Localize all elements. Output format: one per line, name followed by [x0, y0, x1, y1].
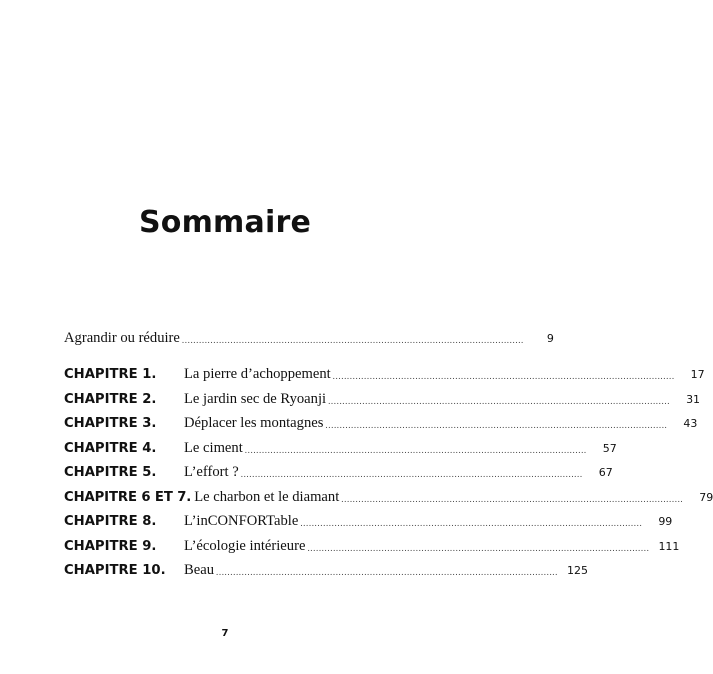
- dot-leader: ........................................................................................................................: [181, 334, 524, 345]
- toc-entry-title: Déplacer les montagnes: [184, 415, 324, 432]
- chapter-label: CHAPITRE 4.: [64, 440, 157, 456]
- toc-page-number: 125: [567, 564, 588, 578]
- toc-entry-title: Beau: [184, 562, 214, 579]
- toc-page-number: 43: [683, 417, 698, 431]
- toc-page-number: 111: [658, 539, 680, 553]
- toc-entry-title: L’effort ?: [184, 464, 239, 481]
- dot-leader: ........................................................................................................................: [244, 444, 587, 455]
- chapter-label: CHAPITRE 8.: [64, 514, 157, 530]
- dot-leader: ........................................................................................................................: [325, 420, 668, 430]
- toc-entry-title: L’écologie intérieure: [184, 537, 306, 554]
- dot-leader: ........................................................................................................................: [328, 395, 671, 406]
- toc-entry-chapter-9[interactable]: [64, 534, 680, 559]
- table-of-contents: [64, 326, 713, 583]
- toc-entry-chapter-5[interactable]: [64, 461, 613, 486]
- chapter-label: CHAPITRE 9.: [64, 538, 157, 554]
- chapter-label: CHAPITRE 6 ET 7.: [64, 489, 192, 505]
- toc-page-number: 31: [686, 392, 701, 406]
- toc-entry-title: Le jardin sec de Ryoanji: [184, 390, 327, 407]
- toc-entry-chapter-10[interactable]: [64, 559, 588, 584]
- toc-entry-intro[interactable]: [64, 326, 554, 351]
- chapter-label: CHAPITRE 1.: [64, 367, 157, 383]
- toc-entry-chapter-3[interactable]: [64, 412, 698, 437]
- toc-entry-chapter-6-7[interactable]: [64, 485, 713, 510]
- dot-leader: ........................................................................................................................: [341, 493, 684, 504]
- toc-entry-title: Le ciment: [184, 439, 243, 456]
- toc-entry-chapter-2[interactable]: [64, 387, 701, 412]
- toc-entry-title: Le charbon et le diamant: [194, 488, 340, 505]
- toc-page-number: 57: [602, 441, 617, 455]
- chapter-label: CHAPITRE 5.: [64, 465, 157, 481]
- toc-entry-chapter-1[interactable]: [64, 363, 705, 388]
- toc-entry-chapter-4[interactable]: [64, 436, 617, 461]
- dot-leader: ........................................................................................................................: [300, 518, 643, 528]
- page-title: Sommaire: [138, 205, 311, 240]
- toc-page-number: 9: [546, 331, 554, 345]
- dot-leader: ........................................................................................................................: [307, 542, 650, 553]
- dot-leader: ........................................................................................................................: [240, 469, 583, 479]
- toc-page-number: 79: [699, 490, 713, 504]
- chapter-label: CHAPITRE 3.: [64, 416, 157, 432]
- dot-leader: ........................................................................................................................: [216, 567, 558, 577]
- page-folio: 7: [221, 628, 229, 639]
- toc-page-number: 99: [658, 515, 673, 529]
- toc-entry-title: L’inCONFORTable: [184, 513, 299, 530]
- chapter-label: CHAPITRE 2.: [64, 391, 157, 407]
- chapter-label: CHAPITRE 10.: [64, 563, 166, 579]
- toc-entry-title: Agrandir ou réduire: [64, 329, 180, 346]
- toc-entry-title: La pierre d’achoppement: [184, 366, 331, 383]
- toc-page-number: 17: [690, 368, 705, 382]
- toc-page-number: 67: [598, 466, 613, 480]
- toc-entry-chapter-8[interactable]: [64, 510, 673, 535]
- dot-leader: ........................................................................................................................: [332, 371, 675, 381]
